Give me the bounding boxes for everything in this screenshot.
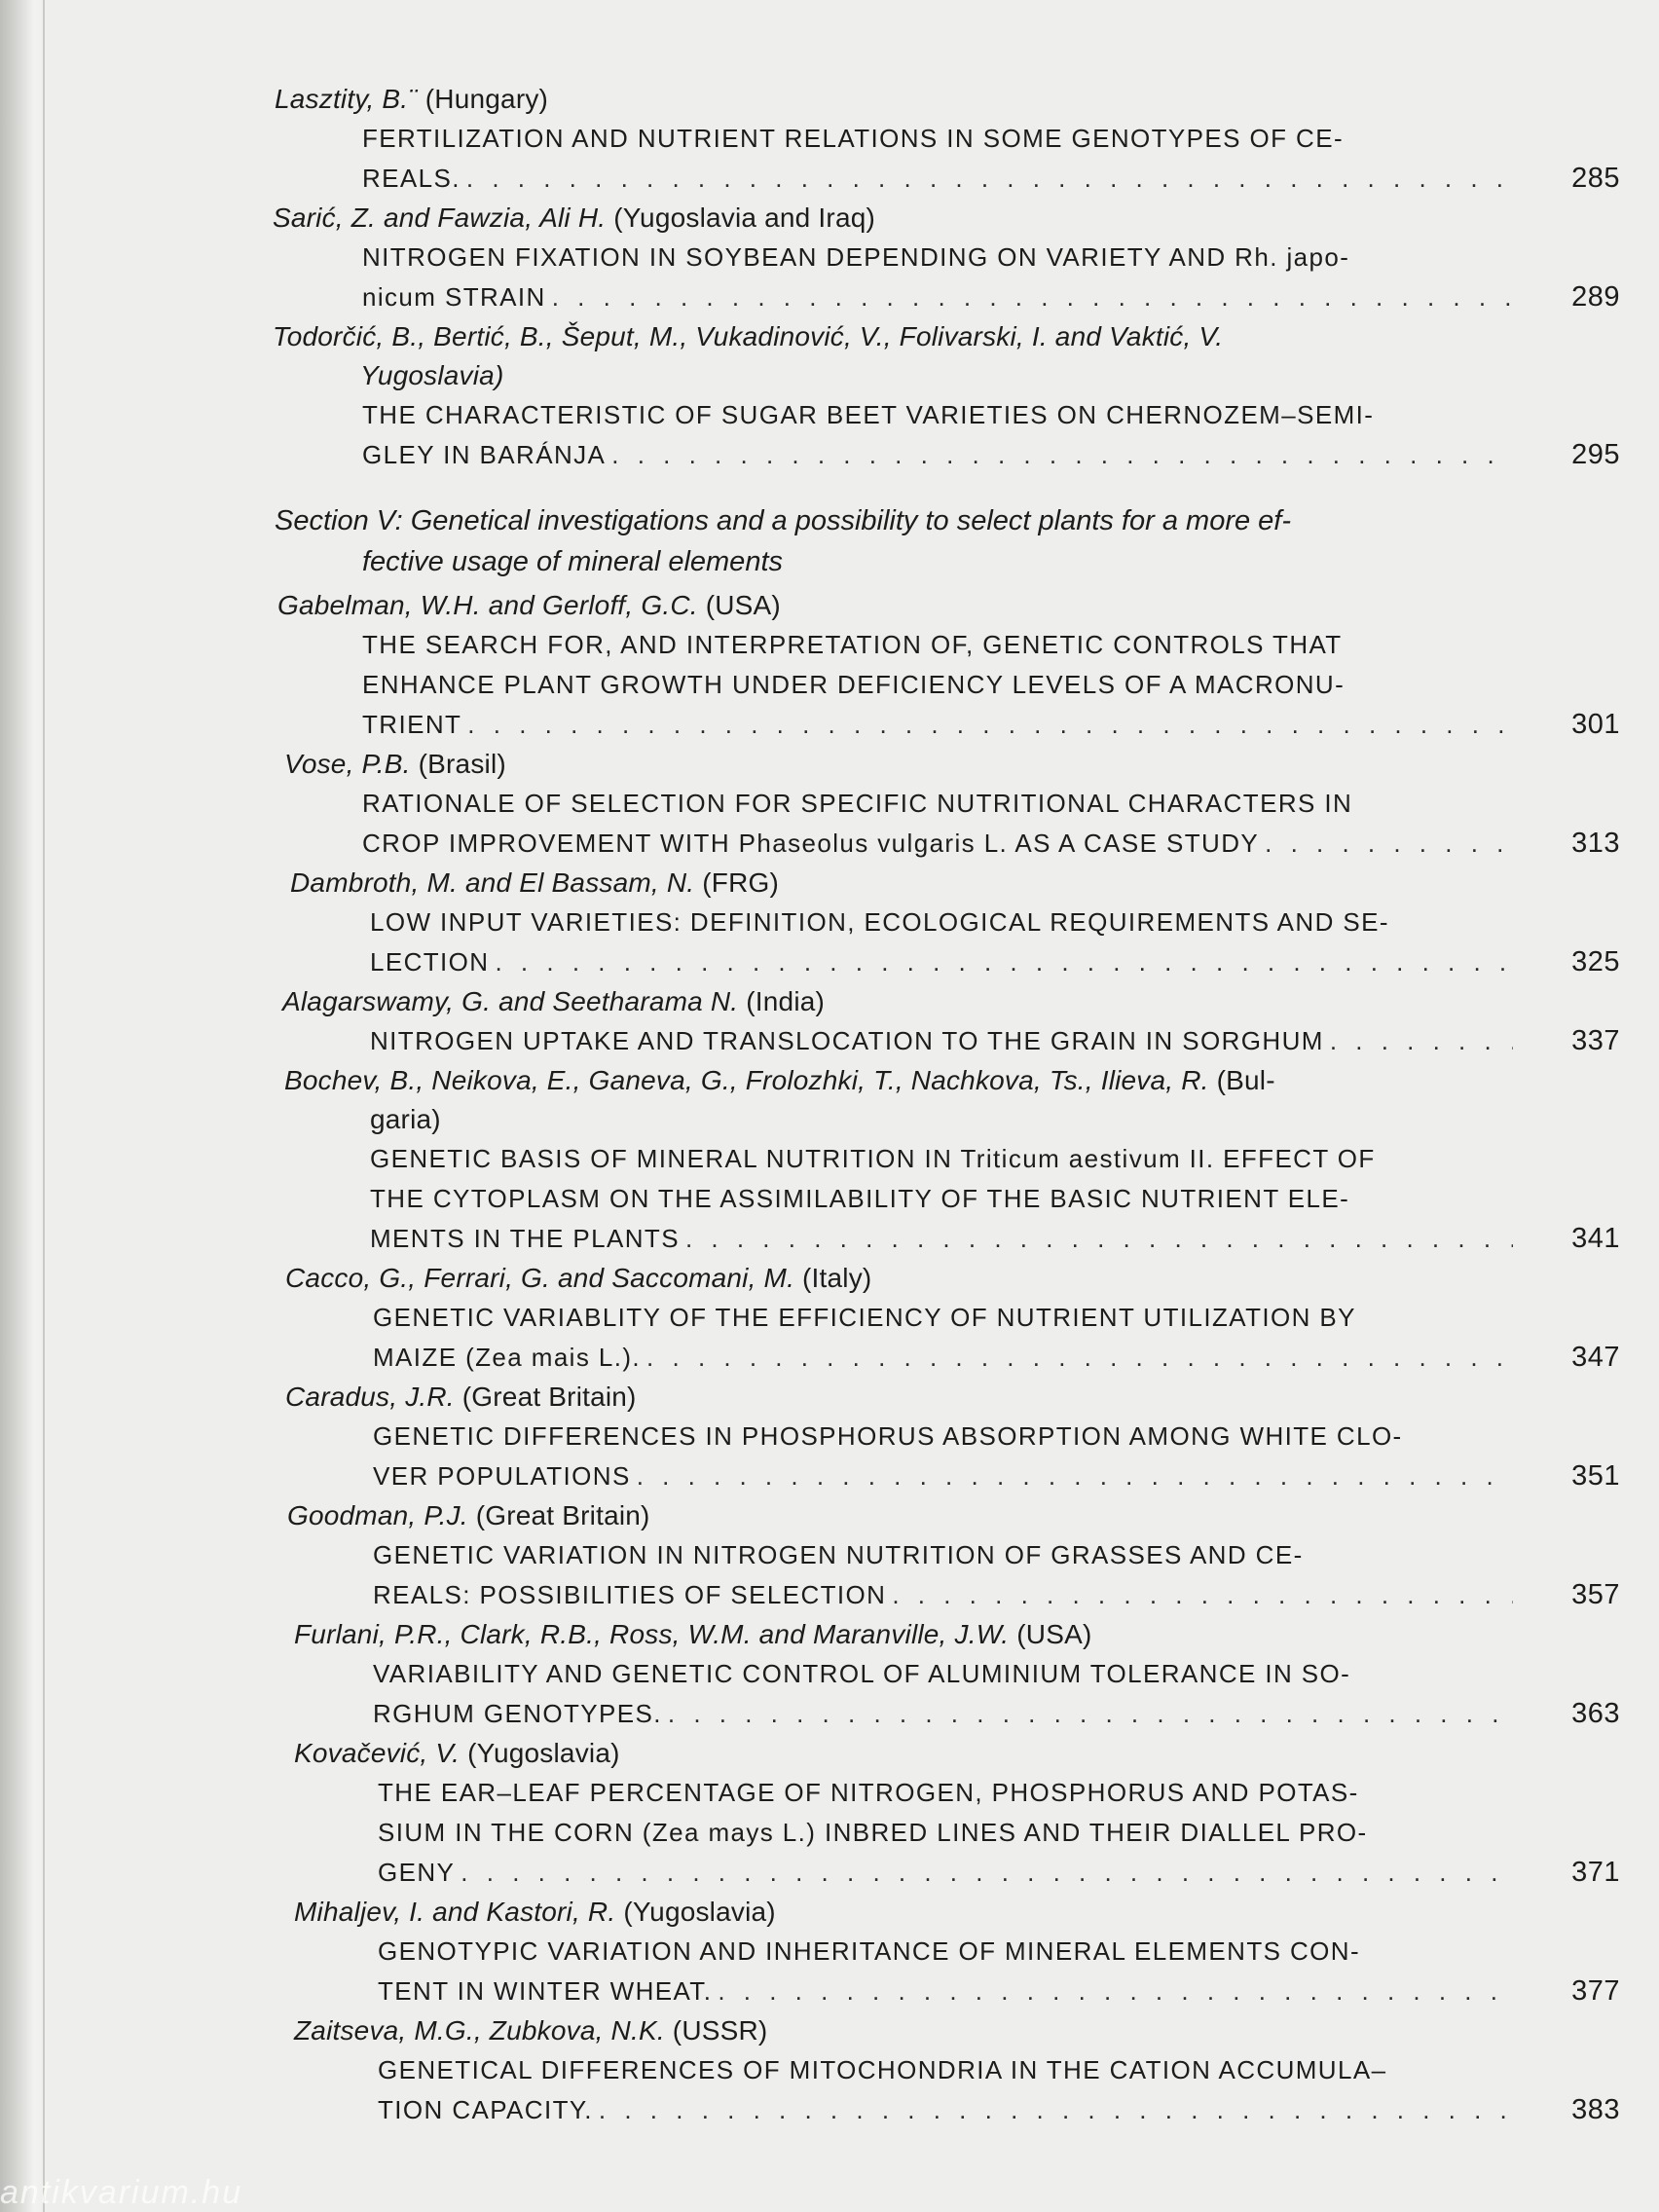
page-edge-shadow [0, 0, 49, 2212]
title-line: GENETIC BASIS OF MINERAL NUTRITION IN Triticum aestivum II. EFFECT OF [370, 1144, 1376, 1173]
entry-author [49, 317, 1659, 395]
entry-author [49, 1378, 1659, 1417]
author-names: Vose, P.B. [284, 749, 411, 779]
title-line: RGHUM GENOTYPES. [373, 1699, 662, 1728]
entry-author [49, 2011, 1659, 2050]
toc-entry [49, 199, 1659, 317]
author-country: (Italy) [802, 1263, 872, 1293]
entry-title [49, 1654, 1659, 1734]
title-line: THE CYTOPLASM ON THE ASSIMILABILITY OF THE BASIC NUTRIENT ELE- [370, 1184, 1350, 1213]
title-last-line [370, 1219, 1659, 1259]
title-last-line [373, 1694, 1659, 1734]
entry-title [49, 1535, 1659, 1615]
page-edge-line [43, 0, 45, 2212]
dot-leader [1330, 1021, 1513, 1061]
dot-leader [646, 1338, 1513, 1378]
title-line: THE CHARACTERISTIC OF SUGAR BEET VARIETIES ON CHERNOZEM–SEMI- [362, 400, 1375, 429]
author-names: Lasztity, B.¨ [275, 84, 418, 114]
title-last-line [373, 1575, 1659, 1615]
page-number: 301 [1571, 709, 1620, 740]
author-names: Gabelman, W.H. and Gerloff, G.C. [277, 590, 698, 620]
author-country: (India) [746, 986, 826, 1016]
title-line: GENETICAL DIFFERENCES OF MITOCHONDRIA IN THE CATION ACCUMULA– [378, 2055, 1387, 2084]
entry-author [49, 1496, 1659, 1535]
page-number: 295 [1571, 439, 1620, 470]
entry-title [49, 2050, 1659, 2130]
entry-title [49, 1773, 1659, 1893]
title-last-line [362, 705, 1659, 745]
entry-author [49, 199, 1659, 238]
section-heading [49, 500, 1659, 582]
entry-author [49, 1893, 1659, 1932]
author-country: (Brasil) [418, 749, 506, 779]
title-line: TENT IN WINTER WHEAT. [378, 1976, 713, 2006]
title-line: THE EAR–LEAF PERCENTAGE OF NITROGEN, PHOSPHORUS AND POTAS- [378, 1778, 1359, 1807]
toc-entry [49, 1259, 1659, 1378]
page-number: 325 [1571, 946, 1620, 977]
page-number: 347 [1571, 1342, 1620, 1373]
page-number: 289 [1571, 281, 1620, 313]
author-names: Dambroth, M. and El Bassam, N. [290, 867, 695, 898]
book-page [49, 0, 1659, 2212]
entry-author [49, 586, 1659, 625]
title-line: GENETIC VARIATION IN NITROGEN NUTRITION OF GRASSES AND CE- [373, 1540, 1304, 1569]
title-line: NITROGEN UPTAKE AND TRANSLOCATION TO THE GRAIN IN SORGHUM [370, 1026, 1324, 1055]
toc-entries-part1 [49, 80, 1659, 475]
toc-entry [49, 982, 1659, 1061]
page-number: 383 [1571, 2094, 1620, 2125]
author-country: (Great Britain) [475, 1500, 650, 1530]
toc-entry [49, 2011, 1659, 2130]
table-of-contents [49, 80, 1659, 2130]
page-number: 351 [1571, 1460, 1620, 1492]
entry-title [49, 119, 1659, 199]
title-line: TRIENT [362, 710, 462, 739]
title-line: NITROGEN FIXATION IN SOYBEAN DEPENDING ON VARIETY AND Rh. japo- [362, 242, 1350, 272]
toc-entries-part2 [49, 586, 1659, 2130]
author-country: (Great Britain) [461, 1382, 637, 1412]
entry-author [49, 982, 1659, 1021]
author-country-continued: garia) [370, 1104, 441, 1134]
dot-leader [466, 159, 1513, 199]
dot-leader [495, 942, 1513, 982]
dot-leader [892, 1575, 1513, 1615]
toc-entry [49, 745, 1659, 864]
toc-entry [49, 1061, 1659, 1259]
page-number: 313 [1571, 828, 1620, 859]
toc-entry [49, 586, 1659, 745]
toc-entry [49, 80, 1659, 199]
watermark: antikvarium.hu [0, 2174, 243, 2211]
author-names: Alagarswamy, G. and Seetharama N. [282, 986, 739, 1016]
author-names: Zaitseva, M.G., Zubkova, N.K. [294, 2015, 665, 2046]
toc-entry [49, 864, 1659, 982]
entry-title [49, 625, 1659, 745]
title-line: GENETIC DIFFERENCES IN PHOSPHORUS ABSORPTION AMONG WHITE CLO- [373, 1421, 1403, 1451]
title-line: MENTS IN THE PLANTS [370, 1224, 680, 1253]
title-last-line [362, 277, 1659, 317]
dot-leader [685, 1219, 1513, 1259]
dot-leader [718, 1972, 1513, 2011]
author-country: (Yugoslavia) [467, 1738, 620, 1768]
title-line: VARIABILITY AND GENETIC CONTROL OF ALUMINIUM TOLERANCE IN SO- [373, 1659, 1351, 1688]
toc-entry [49, 1496, 1659, 1615]
entry-author [49, 1734, 1659, 1773]
page-number: 337 [1571, 1025, 1620, 1056]
title-line: RATIONALE OF SELECTION FOR SPECIFIC NUTRITIONAL CHARACTERS IN [362, 789, 1353, 818]
author-country: (USA) [1016, 1619, 1092, 1649]
title-last-line [370, 942, 1659, 982]
dot-leader [668, 1694, 1513, 1734]
entry-title [49, 395, 1659, 475]
title-last-line [378, 1972, 1659, 2011]
entry-author [49, 1061, 1659, 1100]
author-country: (Bul- [1216, 1065, 1275, 1095]
title-line: FERTILIZATION AND NUTRIENT RELATIONS IN SOME GENOTYPES OF CE- [362, 124, 1345, 153]
title-last-line [373, 1456, 1659, 1496]
entry-title [49, 784, 1659, 864]
title-line: LOW INPUT VARIETIES: DEFINITION, ECOLOGICAL REQUIREMENTS AND SE- [370, 907, 1389, 937]
dot-leader [461, 1853, 1513, 1893]
author-names: Mihaljev, I. and Kastori, R. [294, 1897, 616, 1927]
title-line: LECTION [370, 947, 490, 977]
dot-leader [1265, 824, 1513, 864]
dot-leader [599, 2090, 1513, 2130]
author-names: Kovačević, V. [294, 1738, 461, 1768]
author-names: Bochev, B., Neikova, E., Ganeva, G., Frolozhki, T., Nachkova, Ts., Ilieva, R. [284, 1065, 1209, 1095]
author-country: Yugoslavia) [360, 360, 504, 390]
page-number: 357 [1571, 1579, 1620, 1610]
section-heading-line2: fective usage of mineral elements [362, 546, 783, 577]
page-number: 363 [1571, 1698, 1620, 1729]
title-last-line [370, 1021, 1659, 1061]
author-names: Caradus, J.R. [285, 1382, 455, 1412]
toc-entry [49, 1378, 1659, 1496]
author-country: (USA) [705, 590, 781, 620]
page-number: 371 [1571, 1857, 1620, 1888]
entry-title [49, 1021, 1659, 1061]
author-names: Goodman, P.J. [287, 1500, 468, 1530]
entry-title [49, 903, 1659, 982]
entry-author [49, 80, 1659, 119]
entry-author [49, 745, 1659, 784]
title-line: GENETIC VARIABLITY OF THE EFFICIENCY OF NUTRIENT UTILIZATION BY [373, 1303, 1356, 1332]
dot-leader [467, 705, 1513, 745]
author-names: Cacco, G., Ferrari, G. and Saccomani, M. [285, 1263, 795, 1293]
title-line: GENOTYPIC VARIATION AND INHERITANCE OF MINERAL ELEMENTS CON- [378, 1936, 1361, 1966]
author-country: (Yugoslavia and Iraq) [613, 203, 876, 233]
title-line: THE SEARCH FOR, AND INTERPRETATION OF, GENETIC CONTROLS THAT [362, 630, 1343, 659]
entry-author [49, 1259, 1659, 1298]
toc-entry [49, 317, 1659, 475]
entry-title [49, 1298, 1659, 1378]
title-line: nicum STRAIN [362, 282, 546, 312]
title-line: TION CAPACITY. [378, 2095, 593, 2124]
title-last-line [378, 1853, 1659, 1893]
author-country: (Hungary) [424, 84, 549, 114]
title-line: REALS. [362, 164, 461, 193]
title-line: GLEY IN BARÁNJA [362, 440, 607, 469]
title-last-line [362, 159, 1659, 199]
title-last-line [373, 1338, 1659, 1378]
entry-title [49, 1417, 1659, 1496]
title-line: REALS: POSSIBILITIES OF SELECTION [373, 1580, 887, 1609]
page-number: 377 [1571, 1975, 1620, 2007]
dot-leader [552, 277, 1513, 317]
entry-author [49, 864, 1659, 903]
author-country: (Yugoslavia) [623, 1897, 776, 1927]
entry-title [49, 238, 1659, 317]
author-country: (USSR) [672, 2015, 768, 2046]
title-line: MAIZE (Zea mais L.). [373, 1343, 642, 1372]
dot-leader [637, 1456, 1513, 1496]
author-country: (FRG) [702, 867, 780, 898]
title-line: GENY [378, 1858, 456, 1887]
toc-entry [49, 1734, 1659, 1893]
title-line: VER POPULATIONS [373, 1461, 631, 1491]
title-last-line [378, 2090, 1659, 2130]
entry-author [49, 1615, 1659, 1654]
title-last-line [362, 435, 1659, 475]
title-line: SIUM IN THE CORN (Zea mays L.) INBRED LINES AND THEIR DIALLEL PRO- [378, 1818, 1368, 1847]
title-last-line [362, 824, 1659, 864]
dot-leader [611, 435, 1513, 475]
title-line: CROP IMPROVEMENT WITH Phaseolus vulgaris L. AS A CASE STUDY [362, 829, 1260, 858]
title-line: ENHANCE PLANT GROWTH UNDER DEFICIENCY LEVELS OF A MACRONU- [362, 670, 1346, 699]
author-names: Furlani, P.R., Clark, R.B., Ross, W.M. and Maranville, J.W. [294, 1619, 1010, 1649]
author-names: Todorčić, B., Bertić, B., Šeput, M., Vukadinović, V., Folivarski, I. and Vaktić, V. [273, 321, 1224, 351]
page-number: 341 [1571, 1223, 1620, 1254]
toc-entry [49, 1893, 1659, 2011]
toc-entry [49, 1615, 1659, 1734]
author-names: Sarić, Z. and Fawzia, Ali H. [273, 203, 607, 233]
page-number: 285 [1571, 163, 1620, 194]
section-heading-line1: Section V: Genetical investigations and a possibility to select plants for a more ef- [275, 505, 1292, 536]
entry-title [49, 1139, 1659, 1259]
entry-title [49, 1932, 1659, 2011]
